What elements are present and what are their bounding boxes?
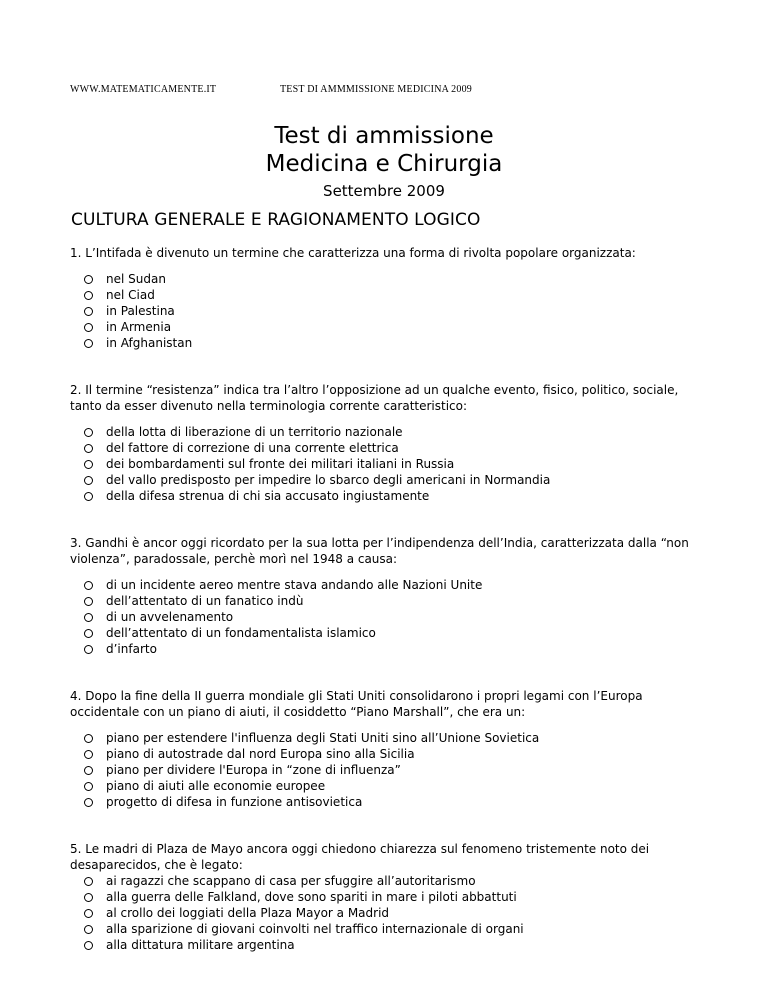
radio-circle-icon[interactable] (84, 925, 93, 934)
option-label: del vallo predisposto per impedire lo sbarco degli americani in Normandia (106, 473, 551, 487)
option-item[interactable] (84, 937, 700, 953)
question-4 (70, 688, 700, 810)
title-line-1: Test di ammissione (274, 123, 494, 149)
option-label: della lotta di liberazione di un territorio nazionale (106, 425, 403, 439)
option-label: del fattore di correzione di una corrente elettrica (106, 441, 399, 455)
radio-circle-icon[interactable] (84, 492, 93, 501)
option-label: nel Sudan (106, 272, 166, 286)
header-site: WWW.MATEMATICAMENTE.IT (70, 84, 217, 95)
radio-circle-icon[interactable] (84, 629, 93, 638)
radio-circle-icon[interactable] (84, 597, 93, 606)
option-item[interactable] (84, 625, 700, 641)
options-list (70, 424, 700, 504)
option-item[interactable] (84, 271, 700, 287)
radio-circle-icon[interactable] (84, 613, 93, 622)
questions-list (70, 245, 700, 953)
question-text: 3. Gandhi è ancor oggi ricordato per la sua lotta per l’indipendenza dell’India, caratterizzata dalla “non violenza”, paradossale, perchè morì nel 1948 a causa: (70, 536, 689, 566)
option-label: in Palestina (106, 304, 175, 318)
header-test-title: TEST DI AMMMISSIONE MEDICINA 2009 (280, 84, 472, 95)
radio-circle-icon[interactable] (84, 750, 93, 759)
radio-circle-icon[interactable] (84, 645, 93, 654)
option-label: dell’attentato di un fanatico indù (106, 594, 304, 608)
option-label: ai ragazzi che scappano di casa per sfuggire all’autoritarismo (106, 874, 476, 888)
option-item[interactable] (84, 794, 700, 810)
option-item[interactable] (84, 730, 700, 746)
question-text: 1. L’Intifada è divenuto un termine che caratterizza una forma di rivolta popolare organizzata: (70, 246, 636, 260)
question-text: 4. Dopo la fine della II guerra mondiale gli Stati Uniti consolidarono i propri legami con l’Europa occidentale con un piano di aiuti, il cosiddetto “Piano Marshall”, che era un: (70, 689, 643, 719)
option-label: dei bombardamenti sul fronte dei militari italiani in Russia (106, 457, 455, 471)
option-label: alla sparizione di giovani coinvolti nel traffico internazionale di organi (106, 922, 524, 936)
option-label: piano di aiuti alle economie europee (106, 779, 326, 793)
radio-circle-icon[interactable] (84, 909, 93, 918)
radio-circle-icon[interactable] (84, 444, 93, 453)
radio-circle-icon[interactable] (84, 782, 93, 791)
radio-circle-icon[interactable] (84, 877, 93, 886)
radio-circle-icon[interactable] (84, 323, 93, 332)
option-item[interactable] (84, 456, 700, 472)
radio-circle-icon[interactable] (84, 460, 93, 469)
option-label: progetto di difesa in funzione antisovietica (106, 795, 363, 809)
radio-circle-icon[interactable] (84, 893, 93, 902)
option-item[interactable] (84, 778, 700, 794)
spacer (70, 351, 700, 382)
option-label: in Armenia (106, 320, 172, 334)
options-list (70, 730, 700, 810)
options-list (70, 577, 700, 657)
option-item[interactable] (84, 641, 700, 657)
question-3 (70, 535, 700, 657)
radio-circle-icon[interactable] (84, 291, 93, 300)
option-label: piano di autostrade dal nord Europa sino alla Sicilia (106, 747, 415, 761)
option-label: d’infarto (106, 642, 157, 656)
option-item[interactable] (84, 335, 700, 351)
option-label: alla guerra delle Falkland, dove sono spariti in mare i piloti abbattuti (106, 890, 517, 904)
option-item[interactable] (84, 762, 700, 778)
option-item[interactable] (84, 889, 700, 905)
option-label: piano per dividere l'Europa in “zone di influenza” (106, 763, 401, 777)
option-label: di un avvelenamento (106, 610, 234, 624)
radio-circle-icon[interactable] (84, 766, 93, 775)
option-label: in Afghanistan (106, 336, 193, 350)
option-item[interactable] (84, 440, 700, 456)
option-label: della difesa strenua di chi sia accusato ingiustamente (106, 489, 430, 503)
question-5 (70, 841, 700, 953)
option-item[interactable] (84, 424, 700, 440)
option-item[interactable] (84, 577, 700, 593)
option-item[interactable] (84, 873, 700, 889)
section-title: CULTURA GENERALE E RAGIONAMENTO LOGICO (71, 210, 481, 230)
radio-circle-icon[interactable] (84, 307, 93, 316)
options-list (70, 873, 700, 953)
option-item[interactable] (84, 488, 700, 504)
radio-circle-icon[interactable] (84, 428, 93, 437)
radio-circle-icon[interactable] (84, 581, 93, 590)
option-item[interactable] (84, 472, 700, 488)
option-label: alla dittatura militare argentina (106, 938, 295, 952)
option-item[interactable] (84, 319, 700, 335)
radio-circle-icon[interactable] (84, 798, 93, 807)
option-label: nel Ciad (106, 288, 155, 302)
option-item[interactable] (84, 746, 700, 762)
radio-circle-icon[interactable] (84, 275, 93, 284)
option-label: piano per estendere l'influenza degli Stati Uniti sino all’Unione Sovietica (106, 731, 540, 745)
title-subtitle: Settembre 2009 (323, 182, 445, 200)
option-item[interactable] (84, 905, 700, 921)
option-item[interactable] (84, 303, 700, 319)
option-item[interactable] (84, 593, 700, 609)
question-text: 2. Il termine “resistenza” indica tra l’altro l’opposizione ad un qualche evento, fisico, politico, sociale, tanto da esser divenuto nella terminologia corrente caratteristico: (70, 383, 679, 413)
option-item[interactable] (84, 287, 700, 303)
question-1 (70, 245, 700, 351)
spacer (70, 810, 700, 841)
spacer (70, 504, 700, 535)
question-text: 5. Le madri di Plaza de Mayo ancora oggi chiedono chiarezza sul fenomeno tristemente noto dei desaparecidos, che è legato: (70, 842, 650, 872)
option-label: dell’attentato di un fondamentalista islamico (106, 626, 376, 640)
radio-circle-icon[interactable] (84, 339, 93, 348)
option-item[interactable] (84, 609, 700, 625)
question-2 (70, 382, 700, 504)
options-list (70, 271, 700, 351)
radio-circle-icon[interactable] (84, 476, 93, 485)
option-label: al crollo dei loggiati della Plaza Mayor a Madrid (106, 906, 390, 920)
radio-circle-icon[interactable] (84, 734, 93, 743)
option-item[interactable] (84, 921, 700, 937)
title-block (0, 122, 768, 201)
radio-circle-icon[interactable] (84, 941, 93, 950)
spacer (70, 657, 700, 688)
title-line-2: Medicina e Chirurgia (265, 151, 503, 177)
option-label: di un incidente aereo mentre stava andando alle Nazioni Unite (106, 578, 483, 592)
